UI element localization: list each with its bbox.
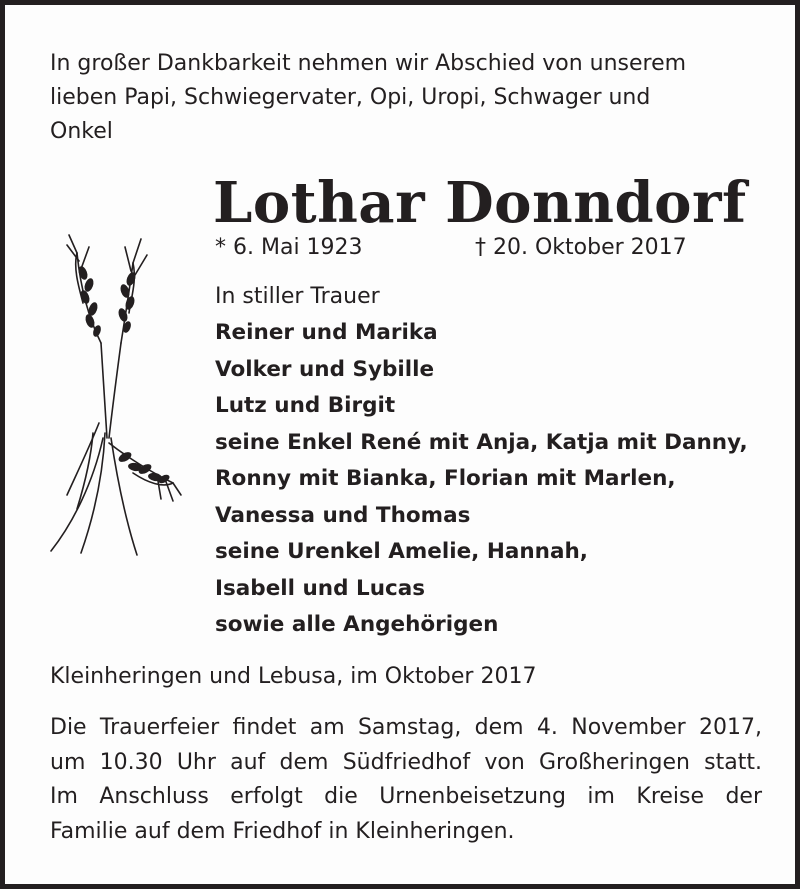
mourning-heading: In stiller Trauer	[215, 284, 380, 309]
death-date: † 20. Oktober 2017	[475, 235, 687, 260]
mourner-line: Volker und Sybille	[215, 356, 435, 382]
birth-date: * 6. Mai 1923	[215, 235, 363, 260]
mourner-line: seine Urenkel Amelie, Hannah,	[215, 539, 588, 564]
ceremony-line: Die Trauerfeier findet am Samstag, dem 4. November 2017,	[50, 715, 762, 740]
intro-line: Onkel	[50, 119, 113, 144]
mourner-line: Ronny mit Bianka, Florian mit Marlen,	[215, 466, 676, 491]
mourner-line: Reiner und Marika	[215, 320, 438, 345]
mourner-line: Isabell und Lucas	[215, 575, 426, 601]
ceremony-line: um 10.30 Uhr auf dem Südfriedhof von Großheringen statt.	[50, 749, 762, 775]
mourner-line: seine Enkel René mit Anja, Katja mit Danny,	[215, 429, 748, 455]
mourner-line: Vanessa und Thomas	[215, 502, 471, 528]
intro-line: lieben Papi, Schwiegervater, Opi, Uropi, Schwager und	[50, 85, 651, 110]
ceremony-line: Familie auf dem Friedhof in Kleinheringen.	[50, 818, 515, 844]
deceased-name: Lothar Donndorf	[213, 170, 747, 236]
mourners-list	[215, 315, 748, 644]
wheat-icon	[33, 233, 183, 563]
intro-line: In großer Dankbarkeit nehmen wir Abschied von unserem	[50, 51, 687, 76]
ceremony-info	[50, 711, 762, 849]
place-date: Kleinheringen und Lebusa, im Oktober 2017	[50, 664, 537, 689]
ceremony-line: Im Anschluss erfolgt die Urnenbeisetzung im Kreise der	[50, 784, 762, 809]
mourner-line: Lutz und Birgit	[215, 393, 396, 418]
mourner-line: sowie alle Angehörigen	[215, 612, 499, 637]
intro-text	[50, 47, 770, 149]
